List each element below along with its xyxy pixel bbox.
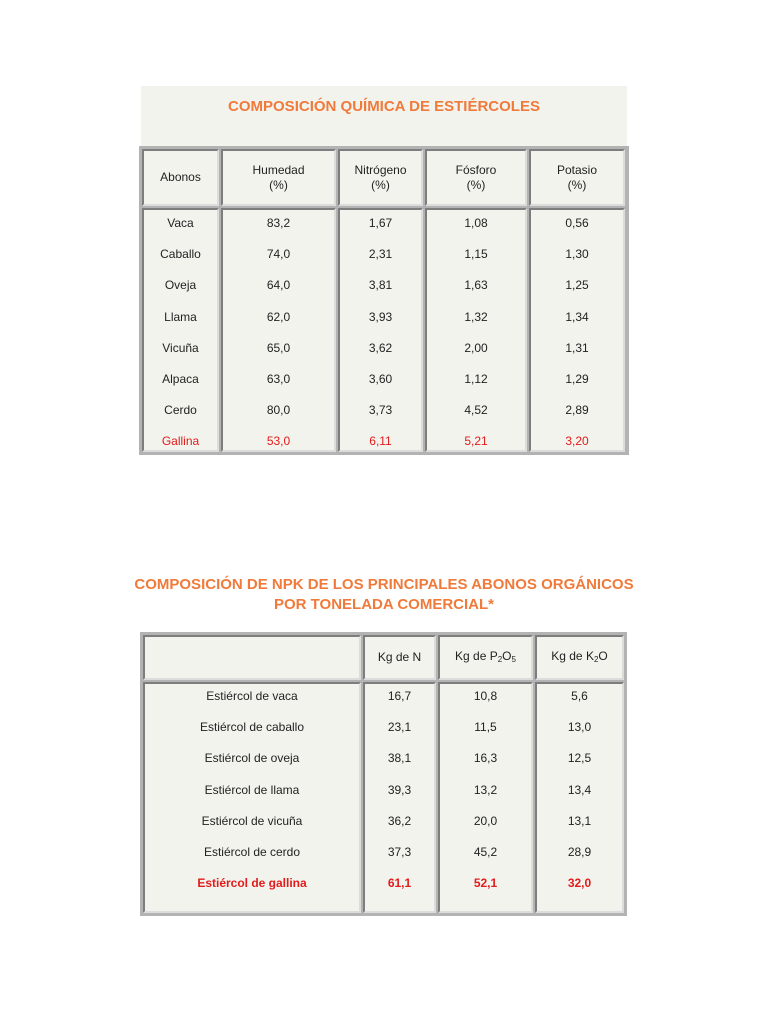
- table1-title: COMPOSICIÓN QUÍMICA DE ESTIÉRCOLES: [228, 98, 540, 115]
- table-cell: 80,0: [266, 403, 291, 418]
- table1-header-abonos: Abonos: [142, 149, 219, 206]
- table-cell: 61,1: [387, 876, 412, 891]
- row-label: Estiércol de cerdo: [203, 845, 301, 859]
- table-cell: 1,29: [565, 372, 589, 386]
- table-cell: 38,1: [387, 751, 412, 766]
- table1-title-box: [141, 86, 627, 146]
- table-cell: 83,2: [266, 216, 291, 230]
- table1-header-fosforo: Fósforo (%): [425, 149, 527, 206]
- table-cell: 3,81: [368, 278, 393, 293]
- row-label: Oveja: [164, 278, 197, 293]
- table-cell: 6,11: [369, 434, 392, 449]
- table-cell: 5,6: [571, 689, 588, 703]
- table2: [140, 632, 627, 916]
- table-cell: 1,08: [464, 216, 488, 230]
- table-cell: 39,3: [387, 782, 412, 797]
- table-cell: 20,0: [473, 813, 498, 828]
- table-cell: 1,31: [565, 340, 589, 355]
- table2-header-k2o: Kg de $K_2O$: [535, 635, 624, 680]
- table-cell: 52,1: [473, 876, 498, 891]
- table1-col-fosforo: [425, 208, 527, 452]
- row-label: Estiércol de oveja: [204, 751, 300, 766]
- row-label: Estiércol de vicuña: [201, 813, 303, 828]
- table-cell: 16,7: [387, 689, 412, 703]
- table1-col-abonos: [142, 208, 219, 452]
- table-cell: 13,0: [567, 720, 592, 735]
- table-cell: 3,60: [368, 372, 393, 386]
- table-cell: 63,0: [266, 372, 291, 386]
- row-label: Cerdo: [164, 403, 197, 418]
- table-cell: 23,1: [387, 720, 412, 735]
- table2-col-abono: [143, 682, 361, 913]
- table2-title-line1: COMPOSICIÓN DE NPK DE LOS PRINCIPALES ABONOS ORGÁNICOS: [134, 576, 634, 593]
- table2-col-n: [363, 682, 436, 913]
- row-label: Vaca: [167, 216, 194, 230]
- row-label: Estiércol de gallina: [197, 876, 307, 891]
- table1-col-nitrogeno: [338, 208, 423, 452]
- table-cell: 32,0: [567, 876, 592, 891]
- table-cell: 2,89: [565, 403, 589, 418]
- table1-col-potasio: [529, 208, 625, 452]
- table-cell: 2,31: [368, 247, 393, 262]
- table-cell: 3,20: [565, 434, 589, 449]
- row-label: Caballo: [160, 247, 201, 262]
- row-label: Estiércol de llama: [204, 782, 300, 797]
- table-cell: 65,0: [266, 340, 291, 355]
- table-cell: 4,52: [464, 403, 488, 418]
- table1-header-humedad: Humedad (%): [221, 149, 336, 206]
- row-label: Alpaca: [162, 372, 199, 386]
- table-cell: 64,0: [266, 278, 291, 293]
- table2-col-p2o5: [438, 682, 533, 913]
- table-cell: 37,3: [387, 845, 412, 859]
- table2-title-line2: POR TONELADA COMERCIAL*: [273, 596, 494, 613]
- table-cell: 1,34: [565, 309, 589, 324]
- table1-col-humedad: [221, 208, 336, 452]
- table-cell: 45,2: [473, 845, 498, 859]
- table2-col-k2o: [535, 682, 624, 913]
- table-cell: 1,12: [464, 372, 488, 386]
- table-cell: 12,5: [567, 751, 592, 766]
- row-label: Estiércol de caballo: [199, 720, 305, 735]
- table-cell: 1,63: [464, 278, 488, 293]
- table-cell: 1,25: [565, 278, 589, 293]
- table-cell: 13,2: [473, 782, 498, 797]
- table-cell: 1,67: [368, 216, 393, 230]
- table-cell: 3,93: [368, 309, 393, 324]
- row-label: Estiércol de vaca: [206, 689, 298, 703]
- table-cell: 10,8: [473, 689, 498, 703]
- table2-header-n: Kg de N: [363, 635, 436, 680]
- table-cell: 28,9: [567, 845, 592, 859]
- table-cell: 1,15: [464, 247, 488, 262]
- table-cell: 53,0: [266, 434, 291, 449]
- table-cell: 0,56: [565, 216, 589, 230]
- table-cell: 74,0: [266, 247, 291, 262]
- table1-header-nitrogeno: Nitrógeno (%): [338, 149, 423, 206]
- row-label: Gallina: [161, 434, 200, 449]
- table-cell: 5,21: [464, 434, 488, 449]
- table-cell: 11,5: [474, 720, 497, 735]
- table-cell: 2,00: [464, 340, 488, 355]
- table-cell: 13,1: [567, 813, 592, 828]
- table-cell: 13,4: [567, 782, 592, 797]
- row-label: Llama: [164, 309, 197, 324]
- table2-header-abono: [143, 635, 361, 680]
- table-cell: 3,73: [368, 403, 393, 418]
- table1-header-potasio: Potasio (%): [529, 149, 625, 206]
- table-cell: 3,62: [368, 340, 393, 355]
- table-cell: 1,30: [565, 247, 589, 262]
- table-cell: 1,32: [464, 309, 488, 324]
- table-cell: 36,2: [387, 813, 412, 828]
- row-label: Vicuña: [162, 340, 199, 355]
- table-cell: 62,0: [266, 309, 291, 324]
- table2-header-p2o5: Kg de $P_2O_5$: [438, 635, 533, 680]
- table-cell: 16,3: [473, 751, 498, 766]
- table1: [139, 146, 629, 455]
- table2-title: [100, 575, 668, 615]
